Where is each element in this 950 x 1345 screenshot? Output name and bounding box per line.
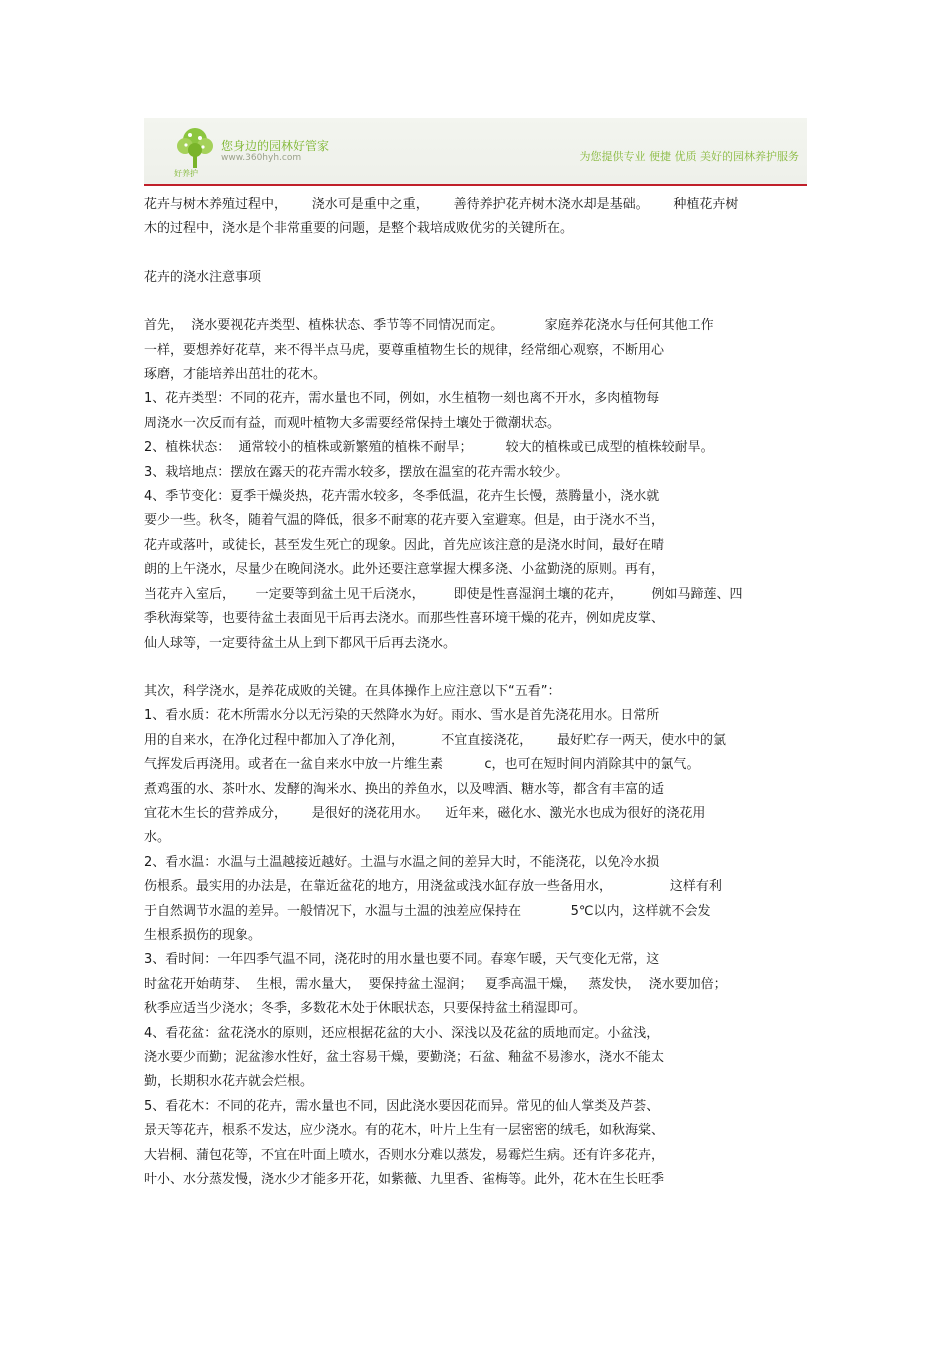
text-line: 首先， 浇水要视花卉类型、植株状态、季节等不同情况而定。 家庭养花浇水与任何其他工作 <box>144 318 714 334</box>
site-url: www.360hyh.com <box>221 153 302 163</box>
text-line: 生根系损伤的现象。 <box>144 927 262 943</box>
text-line: 4、看花盆：盆花浇水的原则，还应根据花盆的大小、深浅以及花盆的质地而定。小盆浅， <box>144 1025 660 1041</box>
text-line: 用的自来水，在净化过程中都加入了净化剂， 不宜直接浇花， 最好贮存一两天，使水中的氯 <box>144 732 726 748</box>
blank-line <box>144 656 804 680</box>
text-line: 浇水要少而勤；泥盆渗水性好，盆土容易干燥，要勤浇；石盆、釉盆不易渗水，浇水不能太 <box>144 1050 665 1065</box>
text-line: 秋季应适当少浇水；冬季，多数花木处于休眠状态，只要保持盆土稍湿即可。 <box>144 1001 587 1017</box>
text-line: 季秋海棠等，也要待盆土表面见干后再去浇水。而那些性喜环境干燥的花卉，例如虎皮掌、 <box>144 611 665 627</box>
text-line: 3、看时间：一年四季气温不同，浇花时的用水量也要不同。春寒乍暖，天气变化无常，这 <box>144 952 660 968</box>
text-line: 于自然调节水温的差异。一般情况下，水温与土温的浊差应保持在 5℃以内，这样就不会发 <box>144 903 711 919</box>
text-line: 其次，科学浇水，是养花成败的关键。在具体操作上应注意以下“五看”： <box>144 683 561 699</box>
logo-caption: 好养护 <box>174 169 198 178</box>
text-line: 5、看花木：不同的花卉，需水量也不同，因此浇水要因花而异。常见的仙人掌类及芦荟、 <box>144 1098 660 1114</box>
text-line: 景天等花卉，根系不发达，应少浇水。有的花木，叶片上生有一层密密的绒毛，如秋海棠、 <box>144 1123 665 1139</box>
article-body <box>144 193 804 1192</box>
text-line: 花卉与树木养殖过程中， 浇水可是重中之重， 善待养护花卉树木浇水却是基础。 种植花卉树 <box>144 197 739 212</box>
text-line: 一样，要想养好花草，来不得半点马虎，要尊重植物生长的规律，经常细心观察，不断用心 <box>144 342 665 358</box>
text-line: 煮鸡蛋的水、茶叶水、发酵的淘米水、换出的养鱼水，以及啤酒、糖水等，都含有丰富的适 <box>144 781 665 797</box>
text-line: 气挥发后再浇用。或者在一盆自来水中放一片维生素 c，也可在短时间内消除其中的氯气。 <box>144 757 700 773</box>
text-line: 叶小、水分蒸发慢，浇水少才能多开花，如紫薇、九里香、雀梅等。此外，花木在生长旺季 <box>144 1172 665 1188</box>
text-line: 周浇水一次反而有益，而观叶植物大多需要经常保持土壤处于微潮状态。 <box>144 415 561 431</box>
text-line: 朗的上午浇水，尽量少在晚间浇水。此外还要注意掌握大棵多浇、小盆勤浇的原则。再有， <box>144 562 665 578</box>
banner-tagline: 为您提供专业 便捷 优质 美好的园林养护服务 <box>579 150 799 163</box>
text-line: 水。 <box>144 830 171 846</box>
text-line: 当花卉入室后， 一定要等到盆土见干后浇水， 即使是性喜湿润土壤的花卉， 例如马蹄莲、四 <box>144 586 743 602</box>
text-line: 2、看水温：水温与土温越接近越好。土温与水温之间的差异大时，不能浇花，以免冷水损 <box>144 854 660 870</box>
text-line: 仙人球等，一定要待盆土从上到下都风干后再去浇水。 <box>144 635 457 651</box>
text-line: 宜花木生长的营养成分， 是很好的浇花用水。 近年来，磁化水、激光水也成为很好的浇花用 <box>144 805 706 821</box>
banner-slogan: 您身边的园林好管家 <box>221 139 330 153</box>
blank-line <box>144 242 804 266</box>
text-line: 勤，长期积水花卉就会烂根。 <box>144 1074 314 1090</box>
text-line: 要少一些。秋冬，随着气温的降低，很多不耐寒的花卉要入室避寒。但是，由于浇水不当， <box>144 513 665 529</box>
text-line: 伤根系。最实用的办法是，在靠近盆花的地方，用浇盆或浅水缸存放一些备用水， 这样有利 <box>144 879 722 895</box>
text-line: 大岩桐、蒲包花等，不宜在叶面上喷水，否则水分难以蒸发，易霉烂生病。还有许多花卉， <box>144 1147 665 1163</box>
text-line: 时盆花开始萌芽、 生根，需水量大， 要保持盆土湿润； 夏季高温干燥， 蒸发快， 浇水要加倍； <box>144 976 727 992</box>
text-line: 3、栽培地点：摆放在露天的花卉需水较多，摆放在温室的花卉需水较少。 <box>144 464 569 480</box>
header-banner <box>144 118 807 186</box>
text-line: 4、季节变化：夏季干燥炎热，花卉需水较多，冬季低温，花卉生长慢，蒸腾量小，浇水就 <box>144 489 660 505</box>
blank-line <box>144 290 804 314</box>
text-line: 1、看水质：花木所需水分以无污染的天然降水为好。雨水、雪水是首先浇花用水。日常所 <box>144 708 660 724</box>
text-line: 木的过程中，浇水是个非常重要的问题，是整个栽培成败优劣的关键所在。 <box>144 221 574 237</box>
text-line: 花卉的浇水注意事项 <box>144 269 262 285</box>
text-line: 琢磨，才能培养出茁壮的花木。 <box>144 367 327 383</box>
text-line: 2、植株状态： 通常较小的植株或新繁殖的植株不耐旱； 较大的植株或已成型的植株较耐旱。 <box>144 440 714 456</box>
text-line: 花卉或落叶，或徒长，甚至发生死亡的现象。因此，首先应该注意的是浇水时间，最好在晴 <box>144 537 665 553</box>
text-line: 1、花卉类型：不同的花卉，需水量也不同，例如，水生植物一刻也离不开水，多肉植物每 <box>144 391 660 407</box>
